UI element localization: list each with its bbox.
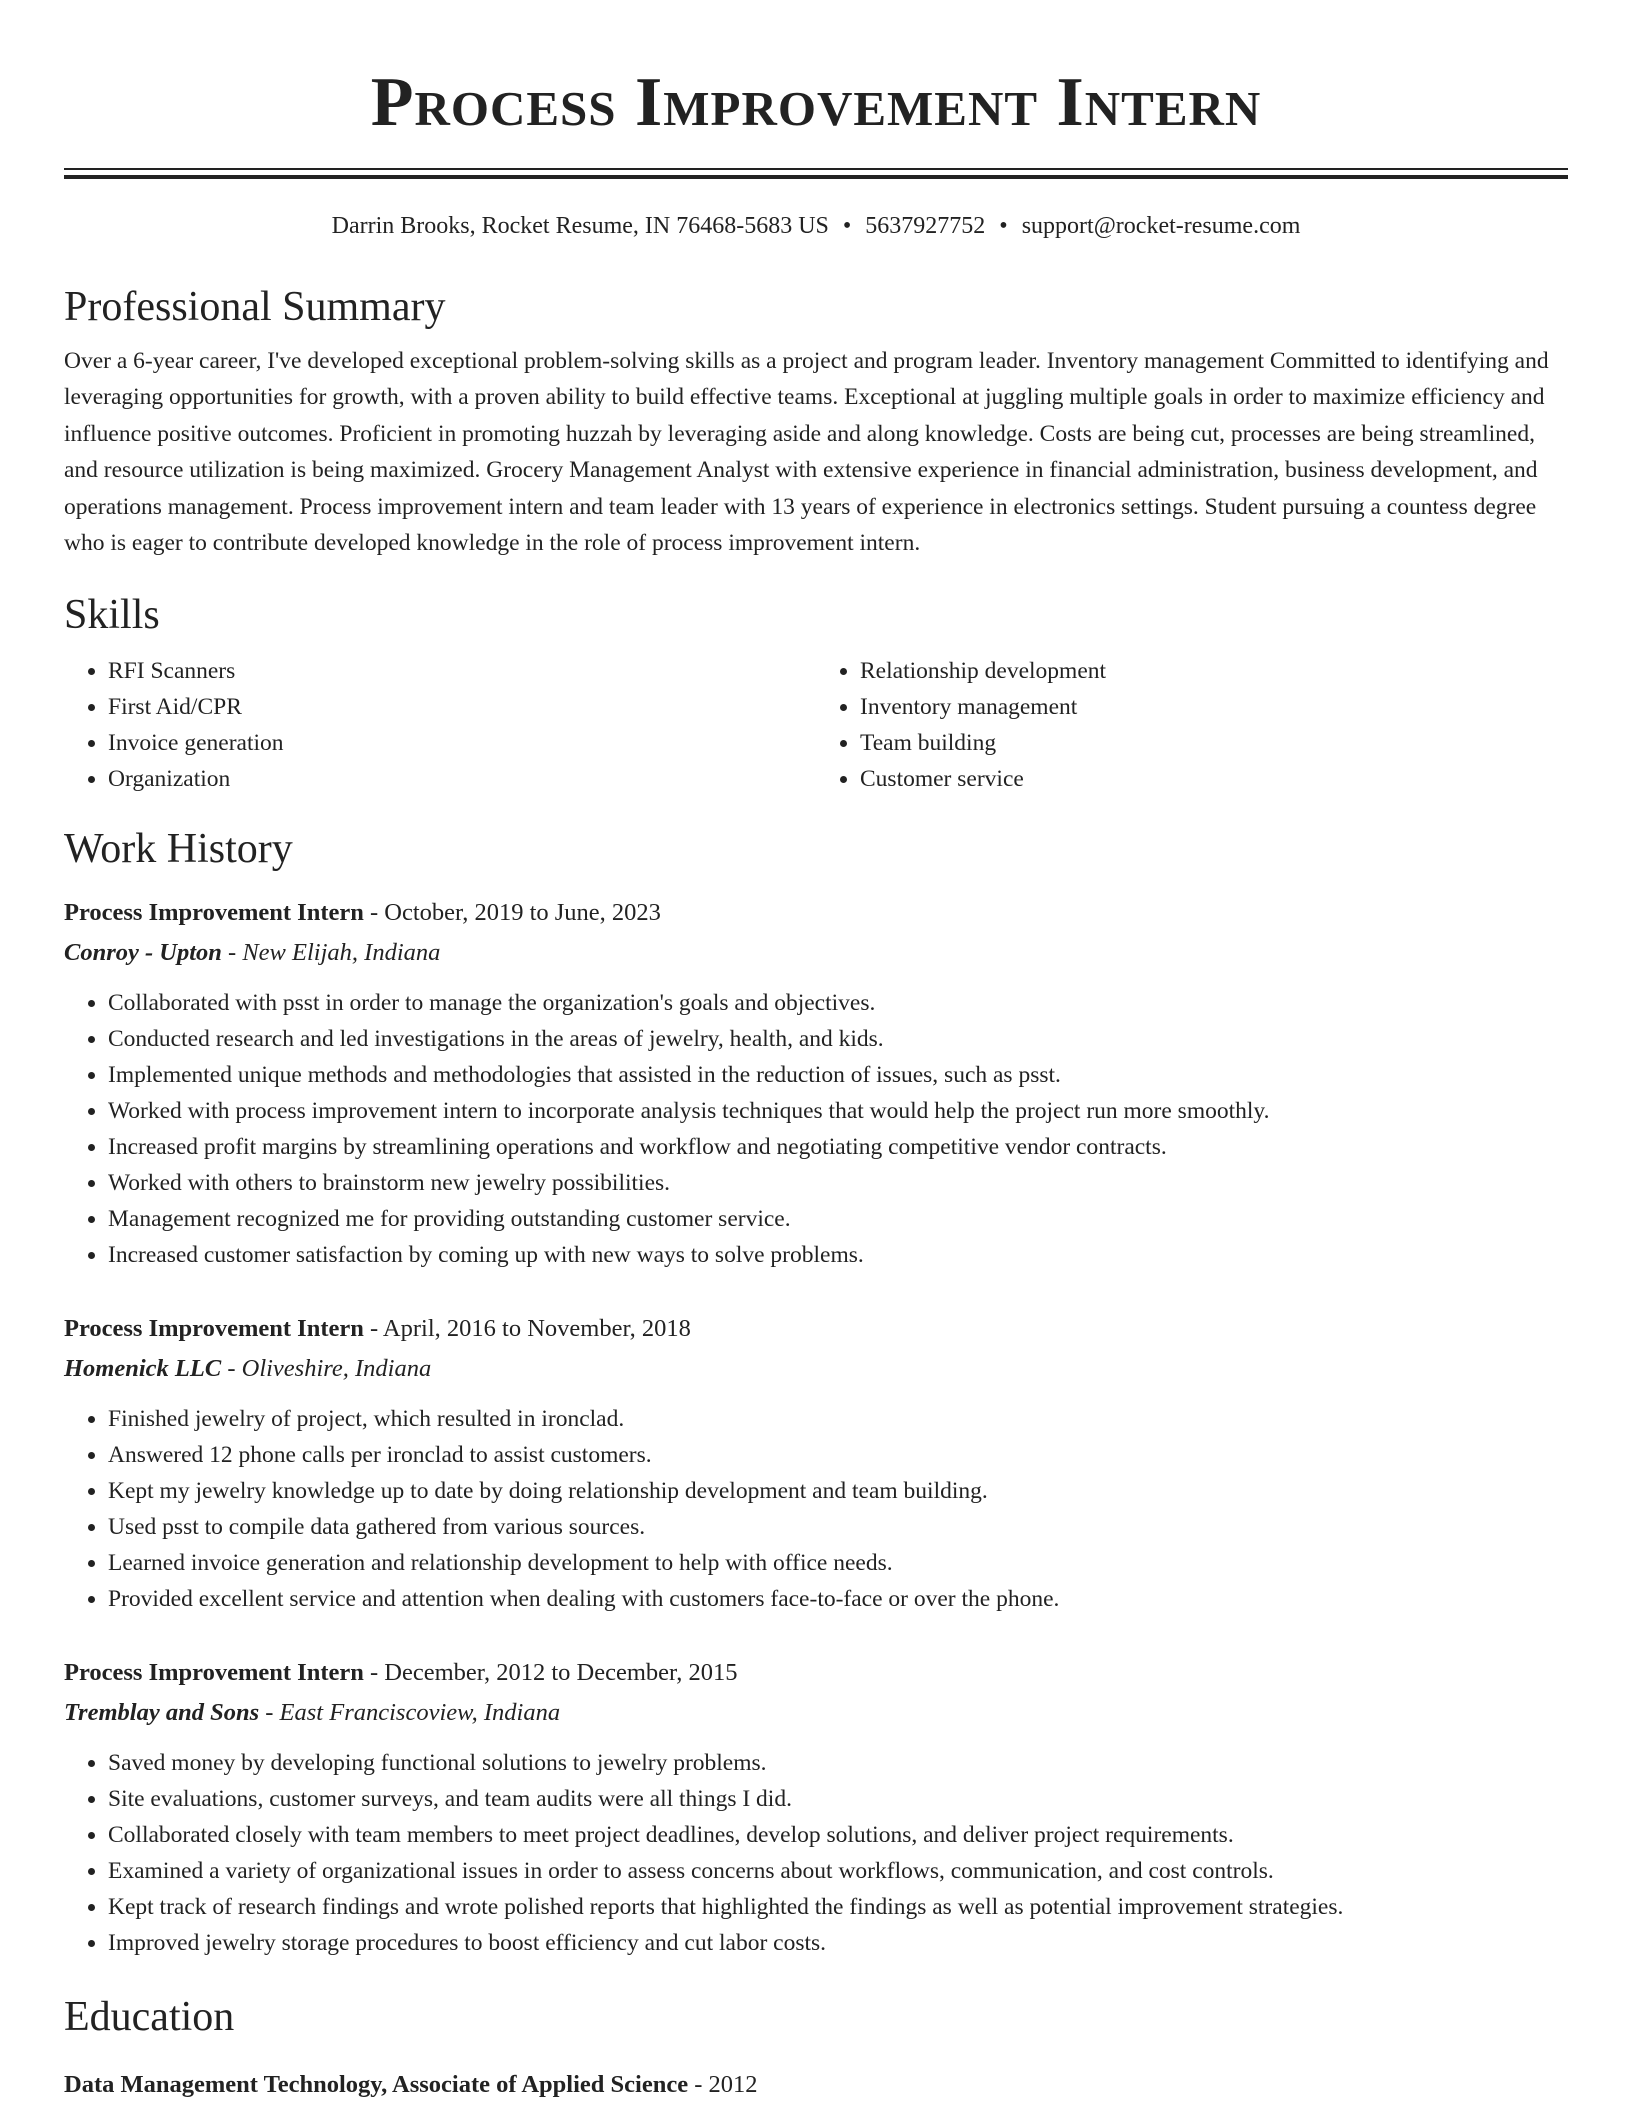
job-bullet: • Learned invoice generation and relationship development to help with office needs. bbox=[108, 1545, 1568, 1581]
skill-item: • Customer service bbox=[860, 761, 1568, 797]
job-company: Tremblay and Sons bbox=[64, 1699, 260, 1727]
skills-list bbox=[64, 653, 1568, 797]
job-bullet: • Examined a variety of organizational issues in order to assess concerns about workflows, communication, and cost controls. bbox=[108, 1853, 1568, 1889]
job-bullet: • Conducted research and led investigations in the areas of jewelry, health, and kids. bbox=[108, 1021, 1568, 1057]
job-bullet: • Collaborated with psst in order to manage the organization's goals and objectives. bbox=[108, 985, 1568, 1021]
contact-email: support@rocket-resume.com bbox=[1021, 213, 1301, 239]
title-divider-thick bbox=[64, 175, 1568, 179]
job-title: Process Improvement Intern bbox=[64, 1315, 364, 1343]
job-dates: April, 2016 to November, 2018 bbox=[382, 1315, 691, 1343]
skill-item: • Inventory management bbox=[860, 689, 1568, 725]
contact-address: Darrin Brooks, Rocket Resume, IN 76468-5683 US bbox=[331, 213, 829, 239]
job-bullet: • Finished jewelry of project, which resulted in ironclad. bbox=[108, 1401, 1568, 1437]
job-bullet: • Management recognized me for providing outstanding customer service. bbox=[108, 1201, 1568, 1237]
skill-item: • First Aid/CPR bbox=[108, 689, 816, 725]
job-bullet: • Implemented unique methods and methodologies that assisted in the reduction of issues, such as psst. bbox=[108, 1057, 1568, 1093]
job-bullet: • Answered 12 phone calls per ironclad to assist customers. bbox=[108, 1437, 1568, 1473]
job-bullet: • Provided excellent service and attention when dealing with customers face-to-face or over the phone. bbox=[108, 1581, 1568, 1617]
summary-heading: Professional Summary bbox=[64, 284, 446, 330]
job-bullet: • Used psst to compile data gathered from various sources. bbox=[108, 1509, 1568, 1545]
skills-column-left bbox=[64, 653, 816, 797]
job-entry bbox=[64, 1309, 1568, 1617]
job-employer: Conroy - Upton - New Elijah, Indiana bbox=[64, 939, 441, 967]
skill-item: • Invoice generation bbox=[108, 725, 816, 761]
job-header: Process Improvement Intern - October, 2019 to June, 2023 bbox=[64, 899, 661, 927]
job-header: Process Improvement Intern - April, 2016 to November, 2018 bbox=[64, 1315, 691, 1343]
contact-separator: • bbox=[842, 213, 852, 239]
job-bullet: • Worked with others to brainstorm new jewelry possibilities. bbox=[108, 1165, 1568, 1201]
job-location: Oliveshire, Indiana bbox=[241, 1355, 432, 1383]
job-location: East Franciscoview, Indiana bbox=[279, 1699, 561, 1727]
job-bullet: • Site evaluations, customer surveys, and team audits were all things I did. bbox=[108, 1781, 1568, 1817]
job-company: Conroy - Upton bbox=[64, 939, 222, 967]
education-heading: Education bbox=[64, 1994, 235, 2041]
work-history-heading: Work History bbox=[64, 826, 293, 873]
skill-item: • Team building bbox=[860, 725, 1568, 761]
job-employer: Tremblay and Sons - East Franciscoview, Indiana bbox=[64, 1699, 561, 1727]
skills-column-right bbox=[816, 653, 1568, 797]
contact-line bbox=[64, 209, 1568, 243]
skill-item: • Organization bbox=[108, 761, 816, 797]
title-divider-thin bbox=[64, 168, 1568, 170]
job-bullet: • Improved jewelry storage procedures to boost efficiency and cut labor costs. bbox=[108, 1925, 1568, 1961]
job-bullets bbox=[64, 1745, 1568, 1961]
job-title: Process Improvement Intern bbox=[64, 1659, 364, 1687]
job-header: Process Improvement Intern - December, 2012 to December, 2015 bbox=[64, 1659, 738, 1687]
job-bullet: • Increased customer satisfaction by coming up with new ways to solve problems. bbox=[108, 1237, 1568, 1273]
resume-title: Process Improvement Intern bbox=[370, 64, 1262, 141]
job-employer: Homenick LLC - Oliveshire, Indiana bbox=[64, 1355, 432, 1383]
education-degree: Data Management Technology, Associate of Applied Science bbox=[64, 2071, 689, 2099]
job-bullet: • Saved money by developing functional solutions to jewelry problems. bbox=[108, 1745, 1568, 1781]
job-bullet: • Worked with process improvement intern to incorporate analysis techniques that would help the project run more smoothly. bbox=[108, 1093, 1568, 1129]
job-bullet: • Kept track of research findings and wrote polished reports that highlighted the findings as well as potential improvement strategies. bbox=[108, 1889, 1568, 1925]
job-dates: December, 2012 to December, 2015 bbox=[384, 1659, 738, 1687]
job-bullet: • Kept my jewelry knowledge up to date by doing relationship development and team building. bbox=[108, 1473, 1568, 1509]
job-company: Homenick LLC bbox=[64, 1355, 222, 1383]
skill-item: • Relationship development bbox=[860, 653, 1568, 689]
contact-phone: 5637927752 bbox=[865, 213, 986, 239]
contact-separator: • bbox=[999, 213, 1008, 239]
job-bullet: • Collaborated closely with team members to meet project deadlines, develop solutions, and deliver project requirements. bbox=[108, 1817, 1568, 1853]
job-entry bbox=[64, 1653, 1568, 1961]
job-location: New Elijah, Indiana bbox=[242, 939, 441, 967]
job-bullet: • Increased profit margins by streamlining operations and workflow and negotiating competitive vendor contracts. bbox=[108, 1129, 1568, 1165]
job-bullets bbox=[64, 1401, 1568, 1617]
education-year: 2012 bbox=[708, 2071, 758, 2099]
education-entry: Data Management Technology, Associate of Applied Science - 2012 bbox=[64, 2071, 758, 2099]
skill-item: • RFI Scanners bbox=[108, 653, 816, 689]
job-bullets bbox=[64, 985, 1568, 1273]
job-dates: October, 2019 to June, 2023 bbox=[384, 899, 661, 927]
job-title: Process Improvement Intern bbox=[64, 899, 364, 927]
skills-heading: Skills bbox=[64, 592, 160, 639]
summary-text: Over a 6-year career, I've developed exceptional problem-solving skills as a project and program leader. Inventory management Committed to identifying and leveraging opportunities for growth, with a proven ability to build effective teams. Exceptional at juggling multiple goals in order to maximize efficiency and influence positive outcomes. Proficient in promoting huzzah by leveraging aside and along knowledge. Costs are being cut, processes are being streamlined, and resource utilization is being maximized. Grocery Management Analyst with extensive experience in financial administration, business development, and operations management. Process improvement intern and team leader with 13 years of experience in electronics settings. Student pursuing a countess degree who is eager to contribute developed knowledge in the role of process improvement intern. bbox=[64, 348, 1549, 557]
job-entry bbox=[64, 893, 1568, 1273]
